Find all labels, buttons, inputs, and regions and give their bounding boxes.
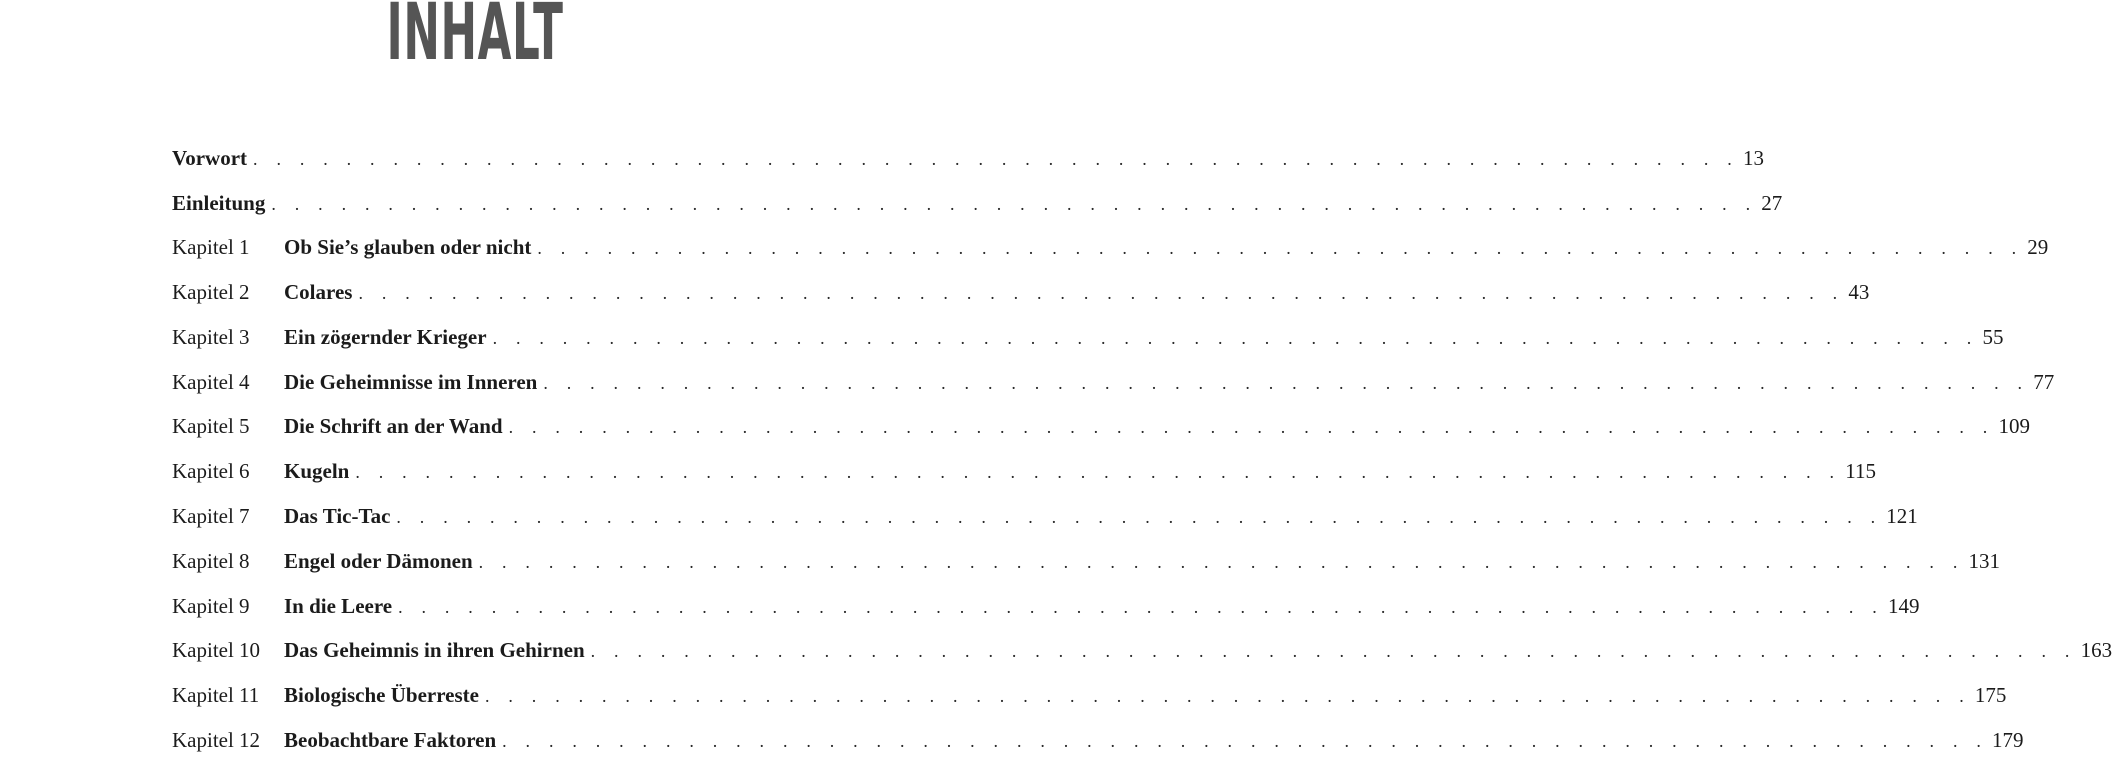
dot-leader: . . . . . . . . . . . . . . . . . . . . . . . . . . . . . . . . . . . . . . . . . . . . . . . . . . . . . . . . . . . . . . . . <box>355 462 1842 482</box>
toc-entry-page: 179 <box>1992 728 2024 752</box>
toc-entry-page: 43 <box>1848 280 1870 304</box>
toc-entry-title: Ob Sie’s glauben oder nicht <box>284 235 532 259</box>
dot-leader: . . . . . . . . . . . . . . . . . . . . . . . . . . . . . . . . . . . . . . . . . . . . . . . . . . . . . . . . . . . . . . . . <box>485 686 1971 706</box>
dot-leader: . . . . . . . . . . . . . . . . . . . . . . . . . . . . . . . . . . . . . . . . . . . . . . . . . . . . . . . . . . . . . . . . <box>358 283 1845 303</box>
toc-entry[interactable] <box>172 411 2030 441</box>
dot-leader: . . . . . . . . . . . . . . . . . . . . . . . . . . . . . . . . . . . . . . . . . . . . . . . . . . . . . . . . . . . . . . . . <box>502 731 1989 751</box>
dot-leader: . . . . . . . . . . . . . . . . . . . . . . . . . . . . . . . . . . . . . . . . . . . . . . . . . . . . . . . . . . . . . . . . <box>396 507 1883 527</box>
toc-entry-title: Die Geheimnisse im Inneren <box>284 370 538 394</box>
toc-entry[interactable] <box>172 143 1764 173</box>
toc-entry-chapter-label: Kapitel 1 <box>172 235 250 259</box>
dot-leader: . . . . . . . . . . . . . . . . . . . . . . . . . . . . . . . . . . . . . . . . . . . . . . . . . . . . . . . . . . . . . . . . <box>398 597 1885 617</box>
toc-entry[interactable] <box>172 680 2007 710</box>
toc-entry-chapter-label: Kapitel 6 <box>172 459 250 483</box>
toc-entry-title: Beobachtbare Faktoren <box>284 728 497 752</box>
toc-entry[interactable] <box>172 232 2049 262</box>
toc-entry-page: 77 <box>2033 370 2055 394</box>
toc-entry[interactable] <box>172 591 1920 621</box>
toc-entry-title: Kugeln <box>284 459 350 483</box>
toc-entry-title: Ein zögernder Krieger <box>284 325 487 349</box>
toc-entry-title: Das Geheimnis in ihren Gehirnen <box>284 638 585 662</box>
toc-entry[interactable] <box>172 546 2001 576</box>
toc-entry-page: 29 <box>2027 235 2049 259</box>
toc-entry-title: Die Schrift an der Wand <box>284 414 503 438</box>
toc-entry-chapter-label: Kapitel 3 <box>172 325 250 349</box>
toc-entry-chapter-label: Kapitel 12 <box>172 728 261 752</box>
toc-entry-chapter-label: Kapitel 4 <box>172 370 250 394</box>
toc-entry-title: In die Leere <box>284 594 393 618</box>
toc-entry-page: 131 <box>1968 549 2001 573</box>
toc-entry[interactable] <box>172 635 2112 665</box>
dot-leader: . . . . . . . . . . . . . . . . . . . . . . . . . . . . . . . . . . . . . . . . . . . . . . . . . . . . . . . . . . . . . . . . <box>590 641 2077 661</box>
toc-entry-chapter-label: Kapitel 7 <box>172 504 250 528</box>
toc-entry-title: Vorwort <box>172 146 248 170</box>
toc-entry[interactable] <box>172 322 2004 352</box>
toc-entry-page: 149 <box>1888 594 1920 618</box>
toc-entry-page: 175 <box>1974 683 2007 707</box>
toc-entry-page: 55 <box>1982 325 2004 349</box>
dot-leader: . . . . . . . . . . . . . . . . . . . . . . . . . . . . . . . . . . . . . . . . . . . . . . . . . . . . . . . . . . . . . . . . <box>478 552 1965 572</box>
toc-entry-page: 13 <box>1742 146 1764 170</box>
toc-entry-title: Biologische Überreste <box>284 683 479 707</box>
toc-entry-chapter-label: Kapitel 5 <box>172 414 250 438</box>
toc-entry[interactable] <box>172 188 1783 218</box>
toc-entry[interactable] <box>172 456 1876 486</box>
toc-entry-chapter-label: Kapitel 9 <box>172 594 250 618</box>
dot-leader: . . . . . . . . . . . . . . . . . . . . . . . . . . . . . . . . . . . . . . . . . . . . . . . . . . . . . . . . . . . . . . . . <box>253 149 1739 169</box>
toc-entry-page: 163 <box>2080 638 2112 662</box>
toc-entry-chapter-label: Kapitel 10 <box>172 638 261 662</box>
dot-leader: . . . . . . . . . . . . . . . . . . . . . . . . . . . . . . . . . . . . . . . . . . . . . . . . . . . . . . . . . . . . . . . . <box>543 373 2030 393</box>
page-title: INHALT <box>386 0 564 78</box>
toc-entry-chapter-label: Kapitel 2 <box>172 280 250 304</box>
toc-entry[interactable] <box>172 501 1918 531</box>
toc-entry-chapter-label: Kapitel 11 <box>172 683 260 707</box>
toc-entry[interactable] <box>172 277 1870 307</box>
toc-entry-title: Engel oder Dämonen <box>284 549 473 573</box>
toc-entry-page: 27 <box>1761 191 1783 215</box>
dot-leader: . . . . . . . . . . . . . . . . . . . . . . . . . . . . . . . . . . . . . . . . . . . . . . . . . . . . . . . . . . . . . . . . <box>537 238 2024 258</box>
toc-entry-title: Einleitung <box>172 191 266 215</box>
dot-leader: . . . . . . . . . . . . . . . . . . . . . . . . . . . . . . . . . . . . . . . . . . . . . . . . . . . . . . . . . . . . . . . . <box>492 328 1979 348</box>
dot-leader: . . . . . . . . . . . . . . . . . . . . . . . . . . . . . . . . . . . . . . . . . . . . . . . . . . . . . . . . . . . . . . . . <box>508 417 1995 437</box>
toc-entry-chapter-label: Kapitel 8 <box>172 549 250 573</box>
toc-entry-page: 109 <box>1998 414 2030 438</box>
toc-entry-title: Colares <box>284 280 353 304</box>
toc-entry-title: Das Tic-Tac <box>284 504 391 528</box>
toc-entry-page: 115 <box>1845 459 1876 483</box>
toc-entry-page: 121 <box>1886 504 1918 528</box>
toc-entry[interactable] <box>172 367 2055 397</box>
toc-entry[interactable] <box>172 725 2024 755</box>
dot-leader: . . . . . . . . . . . . . . . . . . . . . . . . . . . . . . . . . . . . . . . . . . . . . . . . . . . . . . . . . . . . . . . . <box>271 194 1758 214</box>
